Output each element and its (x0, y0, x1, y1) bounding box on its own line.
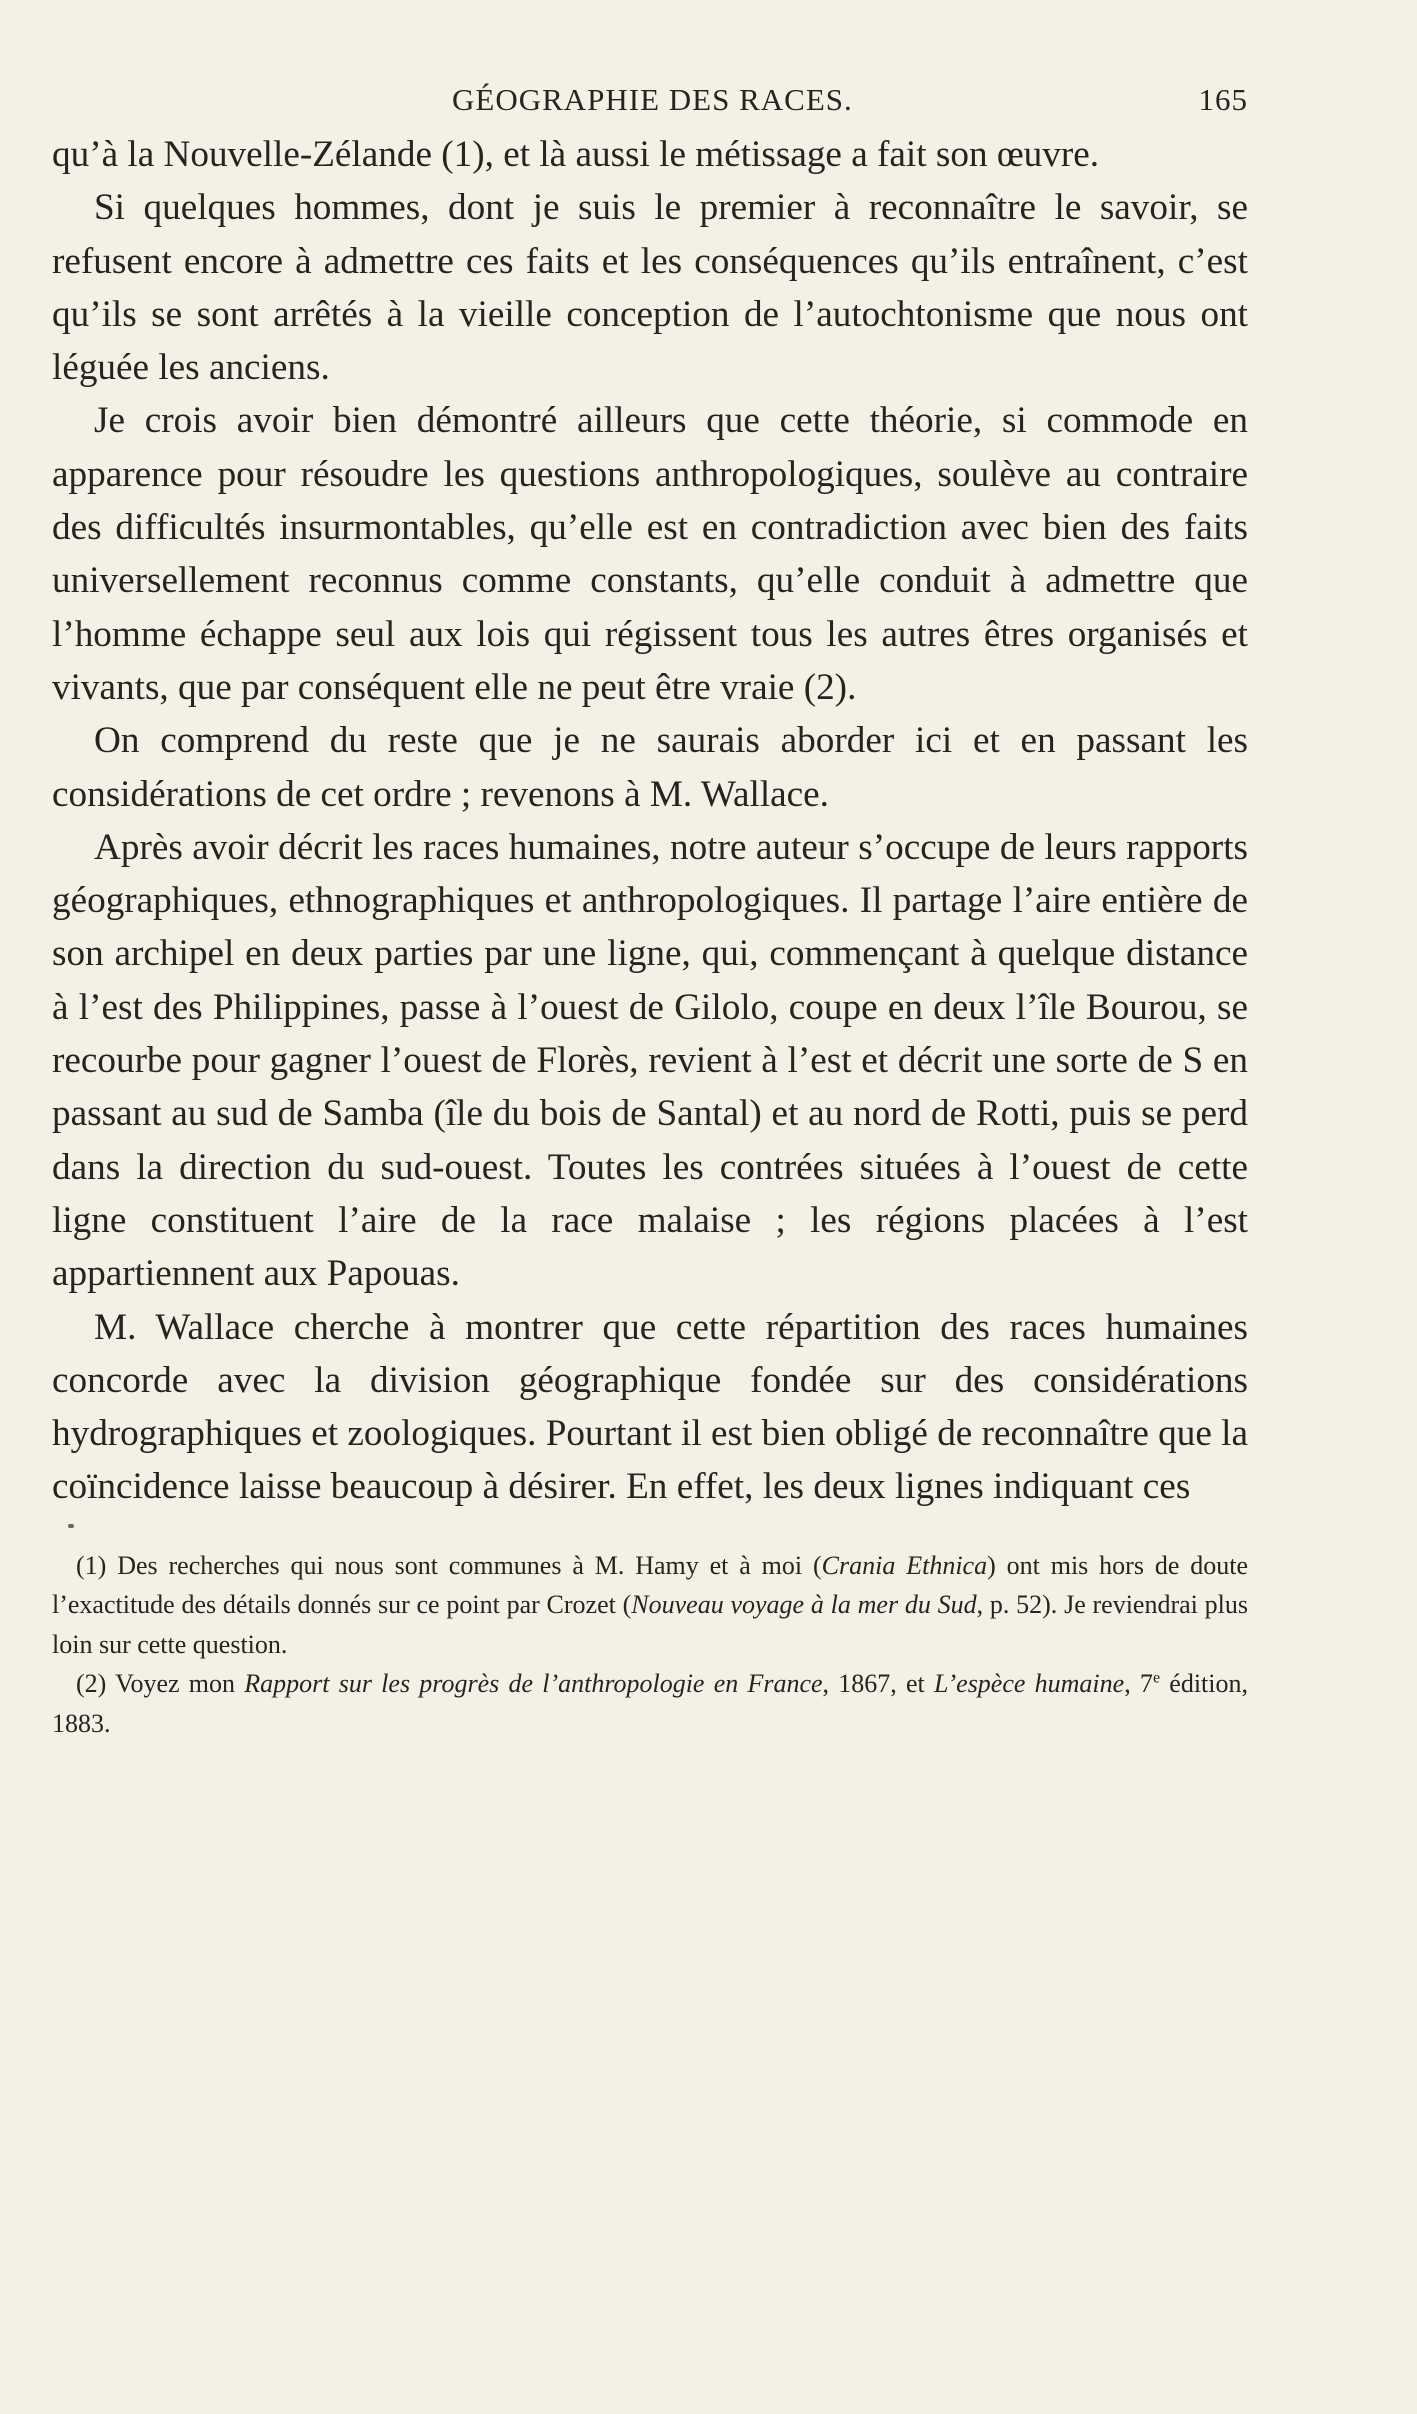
footnote-1-text-c: ) ont mis hors de doute l’exactitude des détails donnés sur ce point par Crozet ( (52, 1550, 1248, 1620)
paragraph-1: qu’à la Nouvelle-Zélande (1), et là aussi le métissage a fait son œuvre. (52, 134, 1100, 175)
footnote-2-text-c: , 1867, et (822, 1669, 934, 1699)
body-text (52, 128, 1248, 1514)
paragraph-2: Si quelques hommes, dont je suis le premier à reconnaître le savoir, se refusent encore à admettre ces faits et les conséquences qu’ils entraînent, c’est qu’ils se sont arrêtés à la vieille conception de l’autochtonisme que nous ont léguée les anciens. (52, 187, 1248, 389)
footnote-2-title-espece: L’espèce humaine (934, 1669, 1125, 1699)
running-head (52, 78, 1248, 122)
paragraph-5: Après avoir décrit les races humaines, notre auteur s’occupe de leurs rapports géographiques, ethnographiques et anthropologiques. Il partage l’aire entière de son archipel en deux parties par une ligne, qui, commençant à quelque distance à l’est des Philippines, passe à l’ouest de Gilolo, coupe en deux l’île Bourou, se recourbe pour gagner l’ouest de Florès, revient à l’est et décrit une sorte de S en passant au sud de Samba (île du bois de Santal) et au nord de Rotti, puis se perd dans la direction du sud-ouest. Toutes les contrées situées à l’ouest de cette ligne constituent l’aire de la race malaise ; les régions placées à l’est appartiennent aux Papouas. (52, 826, 1248, 1295)
footnote-separator (52, 1514, 1248, 1540)
running-title: GÉOGRAPHIE DES RACES. (452, 82, 853, 117)
footnote-1-title-voyage: Nouveau voyage à la mer du Sud (631, 1590, 977, 1620)
footnote-1-title-crania: Crania Ethnica (821, 1550, 988, 1580)
footnote-1 (52, 1546, 1248, 1665)
footnote-2-superscript: e (1152, 1669, 1161, 1687)
page-number: 165 (1198, 82, 1248, 117)
footnote-1-text-a: (1) Des recherches qui nous sont communes à M. Hamy et à moi ( (76, 1550, 822, 1580)
book-page (52, 78, 1248, 1743)
footnote-2-text-a: (2) Voyez mon (76, 1669, 245, 1699)
footnote-2-title-rapport: Rapport sur les progrès de l’anthropologie en France (244, 1669, 823, 1699)
paragraph-3: Je crois avoir bien démontré ailleurs que cette théorie, si commode en apparence pour résoudre les questions anthropologiques, soulève au contraire des difficultés insurmontables, qu’elle est en contradiction avec bien des faits universellement reconnus comme constants, qu’elle conduit à admettre que l’homme échappe seul aux lois qui régissent tous les autres êtres organisés et vivants, que par conséquent elle ne peut être vraie (2). (52, 400, 1248, 708)
footnote-2 (52, 1664, 1248, 1743)
paragraph-6: M. Wallace cherche à montrer que cette répartition des races humaines concorde avec la division géographique fondée sur des considérations hydrographiques et zoologiques. Pourtant il est bien obligé de reconnaître que la coïncidence laisse beaucoup à désirer. En effet, les deux lignes indiquant ces (52, 1306, 1248, 1508)
footnote-1-text-e: , p. 52). Je reviendrai plus loin sur cette question. (52, 1590, 1248, 1659)
footnote-2-text-e: , 7 (1124, 1669, 1153, 1699)
footnote-2-text-f: édition, 1883. (52, 1669, 1248, 1738)
footnotes (52, 1546, 1248, 1744)
paragraph-4: On comprend du reste que je ne saurais aborder ici et en passant les considérations de cet ordre ; revenons à M. Wallace. (52, 720, 1248, 815)
